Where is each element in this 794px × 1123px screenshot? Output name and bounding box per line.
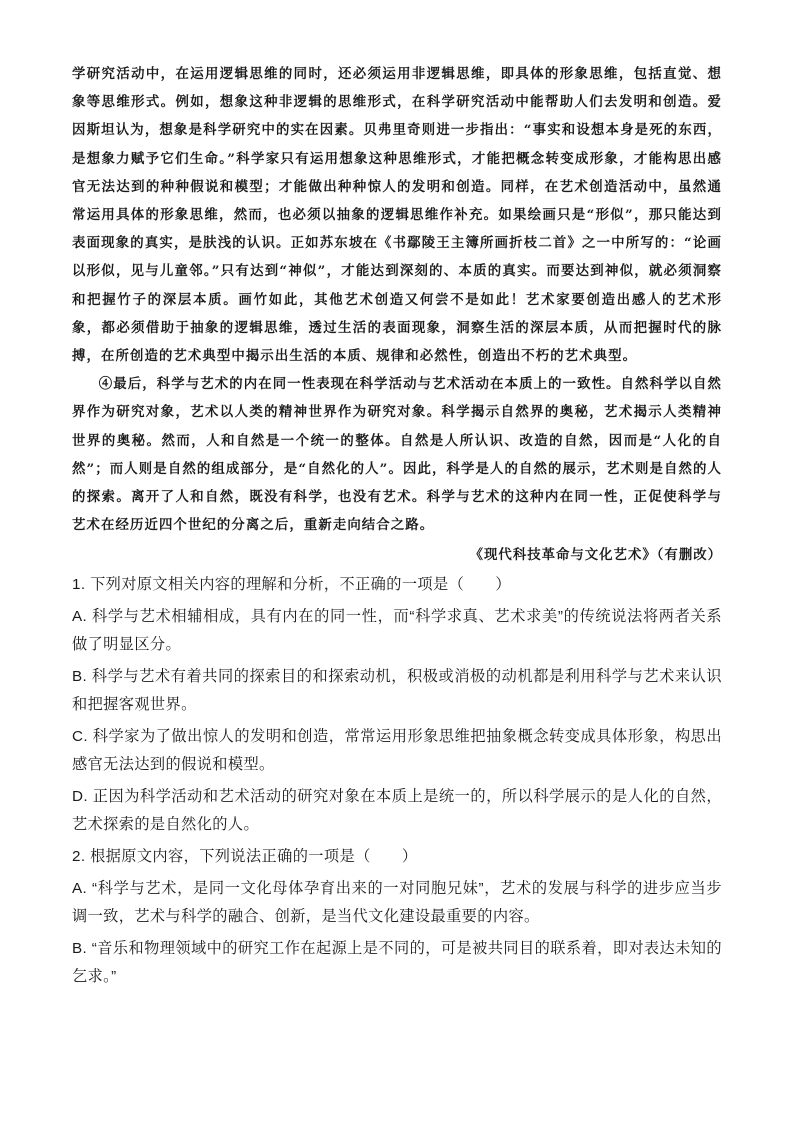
passage-paragraph: 学研究活动中，在运用逻辑思维的同时，还必须运用非逻辑思维，即具体的形象思维，包括直觉、想象等思维形式。例如，想象这种非逻辑的思维形式，在科学研究活动中能帮助人们去发明和创造。爱因斯坦认为，想象是科学研究中的实在因素。贝弗里奇则进一步指出：“事实和设想本身是死的东西，是想象力赋予它们生命。”科学家只有运用想象这种思维形式，才能把概念转变成形象，才能构思出感官无法达到的种种假说和模型；才能做出种种惊人的发明和创造。同样，在艺术创造活动中，虽然通常运用具体的形象思维，然而，也必须以抽象的逻辑思维作补充。如果绘画只是“形似”，那只能达到表面现象的真实，是肤浅的认识。正如苏东坡在《书鄢陵王主簿所画折枝二首》之一中所写的：“论画以形似，见与儿童邻。”只有达到“神似”，才能达到深刻的、本质的真实。而要达到神似，就必须洞察和把握竹子的深层本质。画竹如此，其他艺术创造又何尝不是如此！艺术家要创造出感人的艺术形象，都必须借助于抽象的逻辑思维，透过生活的表面现象，洞察生活的深层本质，从而把握时代的脉搏，在所创造的艺术典型中揭示出生活的本质、规律和必然性，创造出不朽的艺术典型。 — [72, 66, 722, 365]
question-list — [72, 571, 722, 991]
question-item — [72, 571, 722, 839]
answer-option: A. “科学与艺术，是同一文化母体孕育出来的一对同胞兄妹”，艺术的发展与科学的进步应当步调一致，艺术与科学的融合、创新，是当代文化建设最重要的内容。 — [72, 880, 722, 926]
passage-paragraph: ④最后，科学与艺术的内在同一性表现在科学活动与艺术活动在本质上的一致性。自然科学以自然界作为研究对象，艺术以人类的精神世界作为研究对象。科学揭示自然界的奥秘，艺术揭示人类精神世界的奥秘。然而，人和自然是一个统一的整体。自然是人所认识、改造的自然，因而是“人化的自然”；而人则是自然的组成部分，是“自然化的人”。因此，科学是人的自然的展示，艺术则是自然的人的探索。离开了人和自然，既没有科学，也没有艺术。科学与艺术的这种内在同一性，正促使科学与艺术在经历近四个世纪的分离之后，重新走向结合之路。 — [72, 376, 722, 534]
question-stem: 1. 下列对原文相关内容的理解和分析，不正确的一项是（ ） — [72, 576, 511, 594]
passage-source: 《现代科技革命与文化艺术》（有删改） — [469, 547, 722, 564]
answer-option: A. 科学与艺术相辅相成，具有内在的同一性，而“科学求真、艺术求美”的传统说法将两者关系做了明显区分。 — [72, 608, 722, 654]
answer-option: B. “音乐和物理领域中的研究工作在起源上是不同的，可是被共同目的联系着，即对表达未知的乞求。” — [72, 940, 722, 986]
answer-option: D. 正因为科学活动和艺术活动的研究对象在本质上是统一的，所以科学展示的是人化的自然，艺术探索的是自然化的人。 — [72, 788, 722, 834]
question-item — [72, 843, 722, 991]
document-page — [72, 60, 722, 995]
reading-passage — [72, 60, 722, 539]
question-stem: 2. 根据原文内容，下列说法正确的一项是（ ） — [72, 848, 418, 866]
answer-option: B. 科学与艺术有着共同的探索目的和探索动机，积极或消极的动机都是利用科学与艺术来认识和把握客观世界。 — [72, 668, 722, 714]
answer-option: C. 科学家为了做出惊人的发明和创造，常常运用形象思维把抽象概念转变成具体形象，构思出感官无法达到的假说和模型。 — [72, 728, 722, 774]
